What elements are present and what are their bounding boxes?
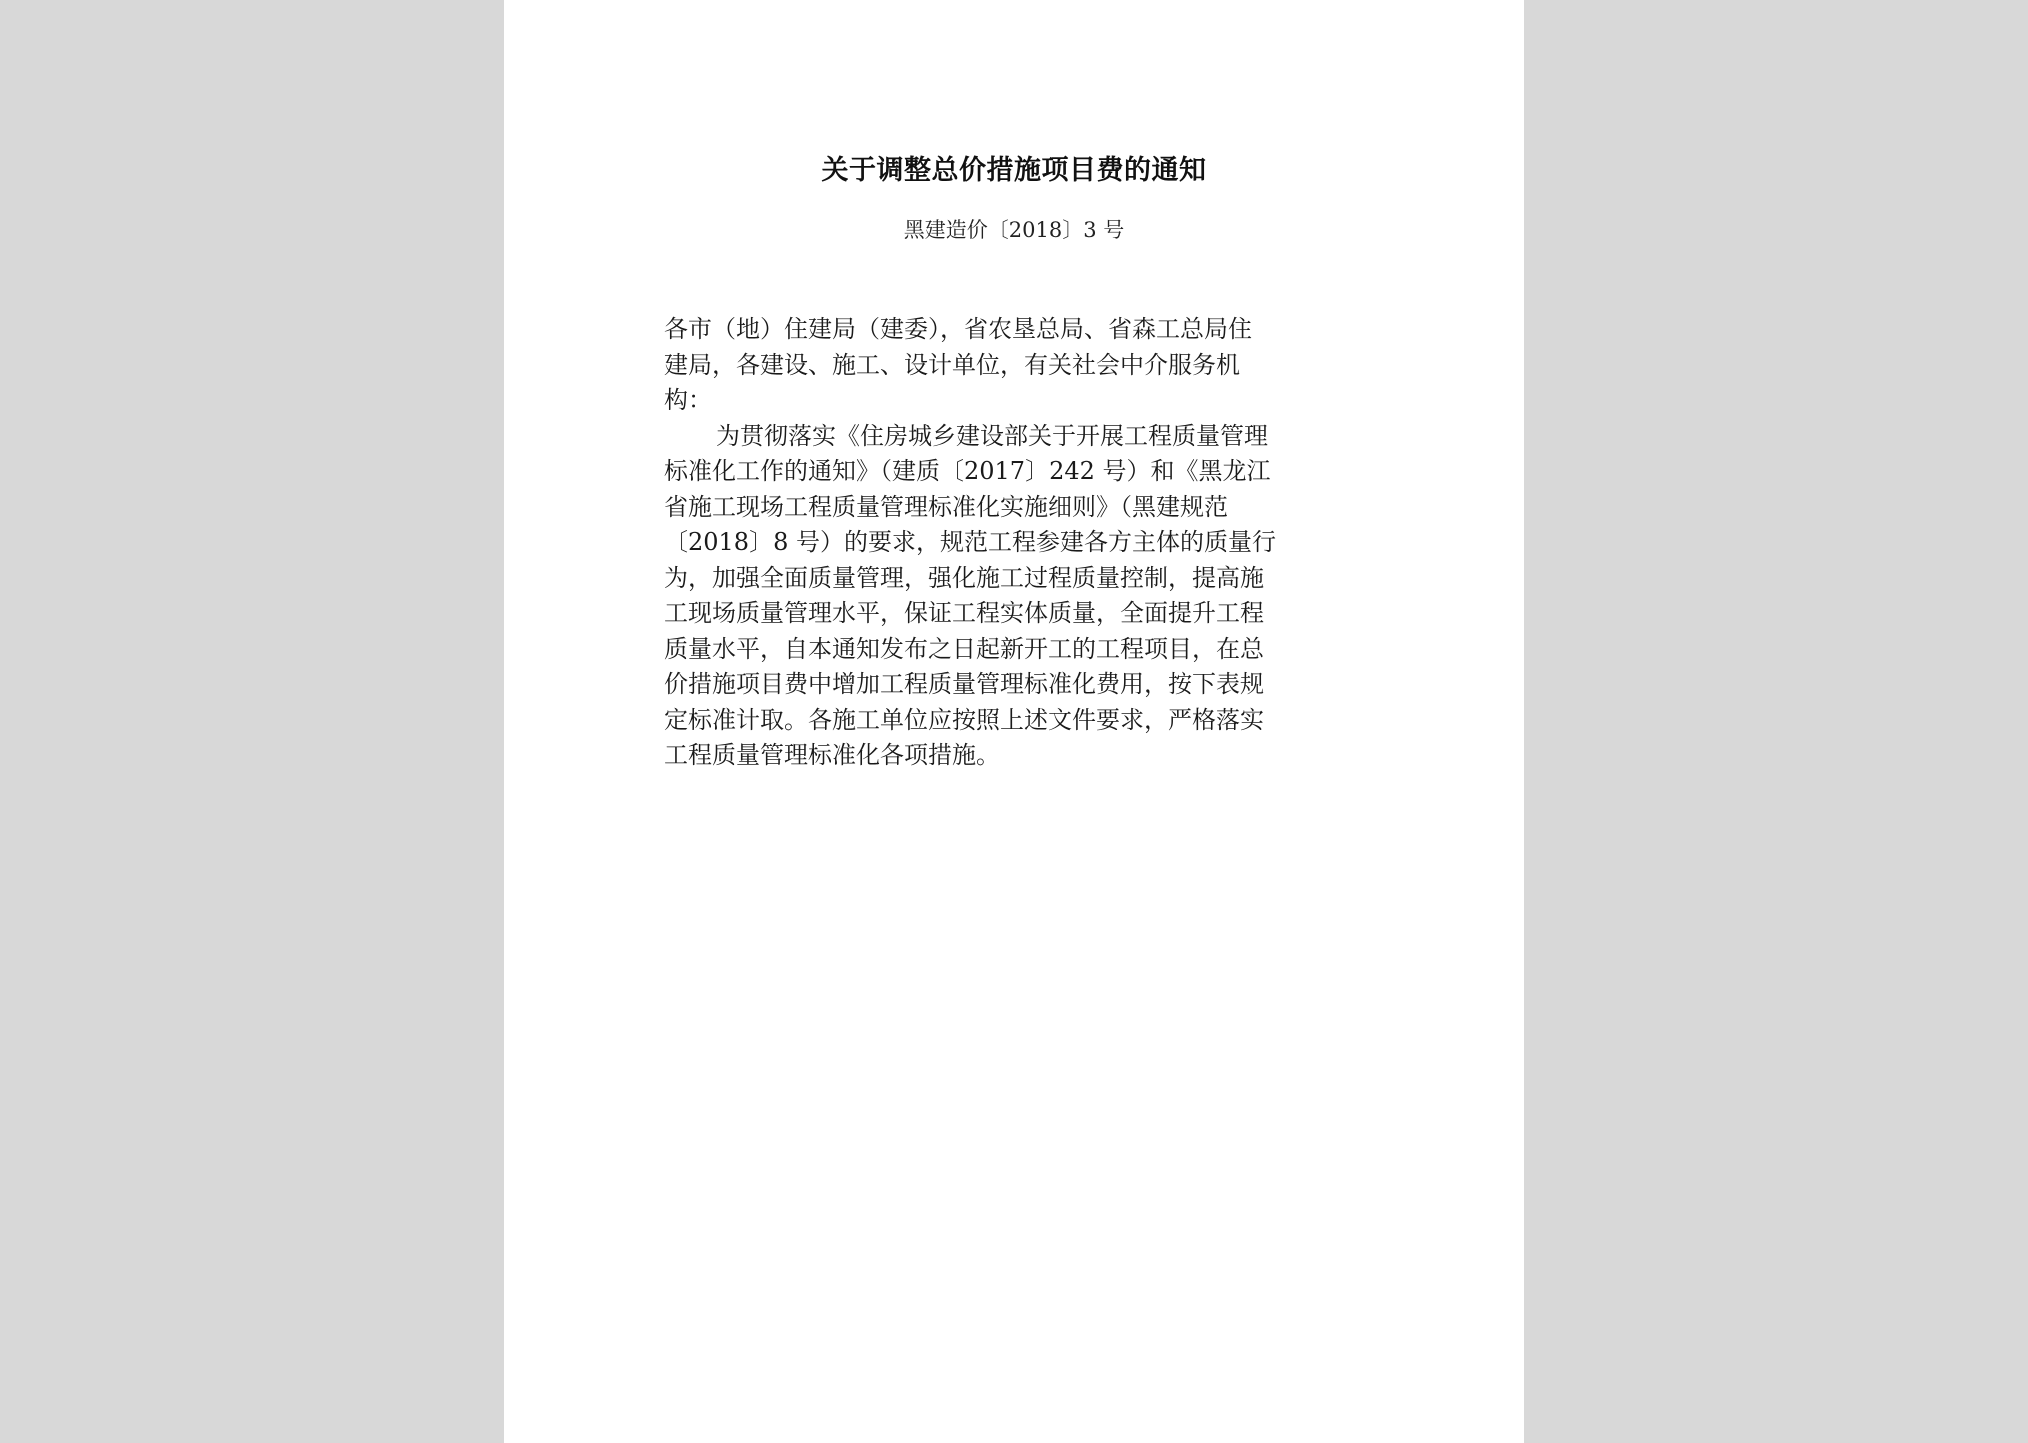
text-line-paragraph: 定标准计取。各施工单位应按照上述文件要求，严格落实 [664,705,1264,734]
text-line-paragraph: 为，加强全面质量管理，强化施工过程质量控制，提高施 [664,563,1264,592]
text-line-paragraph: 标准化工作的通知》（建质〔2017〕242 号）和《黑龙江 [664,457,1271,485]
document-page [504,0,1524,1443]
text-line-addressee: 各市（地）住建局（建委），省农垦总局、省森工总局住 [664,315,1252,343]
text-line-paragraph: 工程质量管理标准化各项措施。 [664,741,1000,769]
document-title: 关于调整总价措施项目费的通知 [821,155,1207,186]
text-line-paragraph: 质量水平，自本通知发布之日起新开工的工程项目，在总 [664,634,1264,663]
document-number: 黑建造价〔2018〕3 号 [903,218,1125,242]
text-line-paragraph: 省施工现场工程质量管理标准化实施细则》（黑建规范 [664,492,1228,521]
document-body [664,312,1354,774]
text-line-addressee: 建局，各建设、施工、设计单位，有关社会中介服务机 [664,350,1240,379]
text-line-paragraph: 工现场质量管理水平，保证工程实体质量，全面提升工程 [664,599,1264,627]
text-line-addressee: 构： [664,386,712,414]
text-line-paragraph: 为贯彻落实《住房城乡建设部关于开展工程质量管理 [716,421,1268,450]
text-line-paragraph: 〔2018〕8 号）的要求，规范工程参建各方主体的质量行 [664,528,1276,556]
text-line-paragraph: 价措施项目费中增加工程质量管理标准化费用，按下表规 [664,670,1264,698]
